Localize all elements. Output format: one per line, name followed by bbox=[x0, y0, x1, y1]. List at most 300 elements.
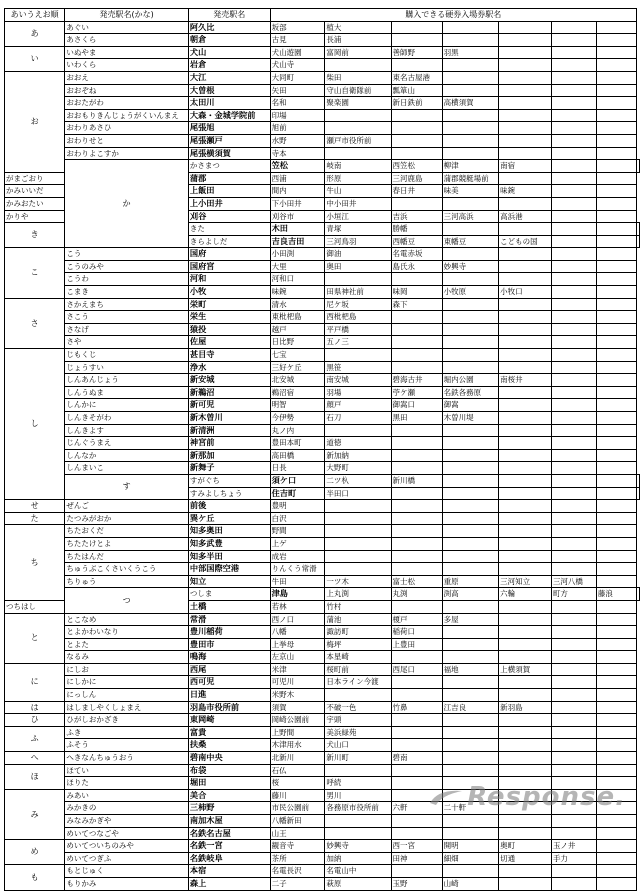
ticket-station-cell: 寺本 bbox=[270, 147, 325, 160]
ticket-station-cell: 三河鳥羽 bbox=[325, 235, 391, 248]
ticket-station-cell bbox=[596, 109, 636, 122]
ticket-station-cell: 牛田 bbox=[270, 575, 325, 588]
table-row bbox=[5, 71, 640, 84]
ticket-station-cell bbox=[499, 651, 552, 664]
station-kana: ちゅうぶこくさいくうこう bbox=[65, 563, 189, 576]
ticket-station-cell: 西笠松 bbox=[391, 160, 442, 173]
ticket-station-cell: 稲荷口 bbox=[391, 626, 442, 639]
ticket-station-cell bbox=[442, 449, 499, 462]
table-row bbox=[5, 474, 640, 487]
station-kana: おおぞね bbox=[65, 84, 189, 97]
ticket-station-cell bbox=[442, 563, 499, 576]
station-kana: こうのみや bbox=[65, 260, 189, 273]
ticket-station-cell bbox=[499, 563, 552, 576]
ticket-station-cell bbox=[551, 374, 596, 387]
ticket-station-cell bbox=[551, 311, 596, 324]
ticket-station-cell bbox=[442, 323, 499, 336]
station-name: 犬山 bbox=[188, 46, 270, 59]
ticket-station-cell bbox=[499, 500, 552, 513]
ticket-station-cell bbox=[596, 412, 636, 425]
ticket-station-cell: 呼続 bbox=[325, 777, 391, 790]
station-kana: しんあんじょう bbox=[65, 374, 189, 387]
ticket-station-cell bbox=[442, 437, 499, 450]
station-kana: ちりゅう bbox=[65, 575, 189, 588]
ticket-station-cell bbox=[596, 638, 636, 651]
ticket-station-cell: 妙興寺 bbox=[325, 840, 391, 853]
ticket-station-cell bbox=[596, 210, 636, 223]
table-row bbox=[5, 273, 640, 286]
ticket-station-cell: 坂部 bbox=[270, 21, 325, 34]
station-kana: ひがしおかざき bbox=[65, 714, 189, 727]
ticket-station-cell: 西幡豆 bbox=[391, 235, 442, 248]
ticket-station-cell: 味岡 bbox=[391, 286, 442, 299]
ticket-station-cell bbox=[596, 361, 636, 374]
ticket-station-cell bbox=[325, 764, 391, 777]
ticket-station-cell: 刈谷市 bbox=[270, 210, 325, 223]
station-kana: ぜんご bbox=[65, 500, 189, 513]
ticket-station-cell: 日比野 bbox=[270, 336, 325, 349]
ticket-station-cell bbox=[596, 752, 636, 765]
ticket-station-cell bbox=[596, 374, 636, 387]
ticket-station-cell: 木津用水 bbox=[270, 739, 325, 752]
ticket-station-cell bbox=[596, 399, 636, 412]
station-kana: おおもりきんじょうがくいんまえ bbox=[65, 109, 189, 122]
ticket-station-cell bbox=[596, 437, 636, 450]
ticket-station-cell bbox=[596, 34, 636, 47]
ticket-station-cell: 六軒 bbox=[391, 802, 442, 815]
ticket-station-cell bbox=[551, 726, 596, 739]
ticket-station-cell: 町方 bbox=[551, 588, 596, 601]
ticket-station-cell: 渕高 bbox=[442, 588, 499, 601]
ticket-station-cell bbox=[499, 197, 552, 210]
ticket-station-cell bbox=[596, 122, 636, 135]
ticket-station-cell: 三河知立 bbox=[499, 575, 552, 588]
ticket-station-cell: 切通 bbox=[499, 852, 552, 865]
ticket-station-cell bbox=[442, 122, 499, 135]
station-kana: へきなんちゅうおう bbox=[65, 752, 189, 765]
ticket-station-cell bbox=[442, 815, 499, 828]
ticket-station-cell bbox=[551, 424, 596, 437]
ticket-station-cell: 堀内公園 bbox=[442, 374, 499, 387]
ticket-station-cell: 左京山 bbox=[270, 651, 325, 664]
ticket-station-cell bbox=[442, 714, 499, 727]
ticket-station-cell bbox=[442, 764, 499, 777]
group-initial: に bbox=[5, 663, 65, 701]
ticket-station-cell: 小田渕 bbox=[270, 248, 325, 261]
ticket-station-cell bbox=[442, 336, 499, 349]
ticket-station-cell bbox=[596, 449, 636, 462]
ticket-station-cell: 御嵩 bbox=[442, 399, 499, 412]
table-row bbox=[5, 689, 640, 702]
ticket-station-cell bbox=[499, 349, 552, 362]
station-kana: しんかに bbox=[65, 399, 189, 412]
ticket-station-cell bbox=[499, 600, 552, 613]
ticket-station-cell bbox=[596, 386, 636, 399]
station-kana: めいてついちのみや bbox=[65, 840, 189, 853]
station-name: 浄水 bbox=[188, 361, 270, 374]
ticket-station-cell: りんくう常滑 bbox=[270, 563, 325, 576]
ticket-station-cell bbox=[325, 349, 391, 362]
group-initial: も bbox=[5, 865, 65, 890]
ticket-station-cell bbox=[499, 752, 552, 765]
ticket-station-cell bbox=[325, 109, 391, 122]
ticket-station-cell bbox=[596, 487, 636, 500]
ticket-station-cell bbox=[596, 349, 636, 362]
station-name: 知立 bbox=[188, 575, 270, 588]
ticket-station-cell bbox=[442, 134, 499, 147]
ticket-station-cell bbox=[551, 185, 596, 198]
ticket-station-cell: 道徳 bbox=[325, 437, 391, 450]
ticket-station-cell: 蒲池 bbox=[325, 613, 391, 626]
ticket-station-cell: 上野間 bbox=[270, 726, 325, 739]
ticket-station-cell: 西尾口 bbox=[391, 663, 442, 676]
ticket-station-cell bbox=[499, 638, 552, 651]
station-name: 上小田井 bbox=[188, 197, 270, 210]
group-initial: と bbox=[5, 613, 65, 663]
ticket-station-cell bbox=[442, 600, 499, 613]
station-name: 布袋 bbox=[188, 764, 270, 777]
station-kana: いわくら bbox=[65, 59, 189, 72]
table-row bbox=[5, 739, 640, 752]
station-kana: みなみかぎや bbox=[65, 815, 189, 828]
ticket-station-cell bbox=[596, 197, 636, 210]
station-kana: つちはし bbox=[5, 600, 65, 613]
ticket-station-cell: 名和 bbox=[270, 97, 325, 110]
ticket-station-cell: 小垣江 bbox=[325, 210, 391, 223]
table-row bbox=[5, 575, 640, 588]
station-kana: ちたたけとよ bbox=[65, 537, 189, 550]
station-kana: おおたがわ bbox=[65, 97, 189, 110]
ticket-station-cell bbox=[325, 500, 391, 513]
station-kana: じんぐうまえ bbox=[65, 437, 189, 450]
ticket-station-cell bbox=[442, 827, 499, 840]
table-row bbox=[5, 563, 640, 576]
ticket-station-cell bbox=[325, 689, 391, 702]
header-ticket-stations: 購入できる硬券入場券駅名 bbox=[270, 9, 636, 22]
station-name: 朝倉 bbox=[188, 34, 270, 47]
ticket-station-cell bbox=[442, 311, 499, 324]
station-kana: おわりよこすか bbox=[65, 147, 189, 160]
table-row bbox=[5, 160, 640, 173]
ticket-station-cell bbox=[499, 412, 552, 425]
station-kana: かみおたい bbox=[5, 197, 65, 210]
ticket-station-cell: 田神 bbox=[391, 852, 442, 865]
ticket-station-cell bbox=[442, 752, 499, 765]
ticket-station-cell: 男川 bbox=[325, 789, 391, 802]
table-row bbox=[5, 286, 640, 299]
ticket-station-cell bbox=[551, 248, 596, 261]
ticket-station-cell bbox=[391, 147, 442, 160]
ticket-station-cell: 印場 bbox=[270, 109, 325, 122]
ticket-station-cell: 六輪 bbox=[499, 588, 552, 601]
ticket-station-cell bbox=[596, 701, 636, 714]
station-kana: ほりた bbox=[65, 777, 189, 790]
station-kana: かみいいだ bbox=[5, 185, 65, 198]
station-kana: きらよしだ bbox=[188, 235, 270, 248]
station-kana: しんなか bbox=[65, 449, 189, 462]
ticket-station-cell: 一ツ木 bbox=[325, 575, 391, 588]
ticket-station-cell: 吉浜 bbox=[391, 210, 442, 223]
ticket-station-cell: 犬山遊園 bbox=[270, 46, 325, 59]
ticket-station-cell bbox=[596, 21, 636, 34]
ticket-station-cell bbox=[499, 474, 552, 487]
station-kana: あさくら bbox=[65, 34, 189, 47]
watermark-text: Response. bbox=[467, 782, 626, 812]
station-kana: しんきそがわ bbox=[65, 412, 189, 425]
ticket-station-cell: 柴田 bbox=[325, 71, 391, 84]
ticket-station-cell bbox=[442, 109, 499, 122]
station-name: 常滑 bbox=[188, 613, 270, 626]
table-row bbox=[5, 714, 640, 727]
group-initial: さ bbox=[5, 298, 65, 348]
header-station: 発売駅名 bbox=[188, 9, 270, 22]
ticket-station-cell bbox=[442, 638, 499, 651]
table-row bbox=[5, 374, 640, 387]
ticket-station-cell: 聚楽園 bbox=[325, 97, 391, 110]
ticket-station-cell: 重原 bbox=[442, 575, 499, 588]
ticket-station-cell: 岡崎公園前 bbox=[270, 714, 325, 727]
ticket-station-cell bbox=[442, 248, 499, 261]
ticket-station-cell bbox=[391, 563, 442, 576]
station-kana: ふそう bbox=[65, 739, 189, 752]
ticket-station-cell bbox=[499, 550, 552, 563]
ticket-station-cell bbox=[551, 386, 596, 399]
ticket-station-cell bbox=[551, 21, 596, 34]
table-row bbox=[5, 752, 640, 765]
ticket-station-cell: 茶所 bbox=[270, 852, 325, 865]
ticket-station-cell: 多屋 bbox=[442, 613, 499, 626]
station-name: 豊川稲荷 bbox=[188, 626, 270, 639]
ticket-station-cell bbox=[596, 663, 636, 676]
table-row bbox=[5, 59, 640, 72]
ticket-station-cell: 石刀 bbox=[325, 412, 391, 425]
station-name: 新鵜沼 bbox=[188, 386, 270, 399]
table-row bbox=[5, 827, 640, 840]
ticket-station-cell bbox=[499, 626, 552, 639]
ticket-station-cell: 黒田 bbox=[391, 412, 442, 425]
table-row bbox=[5, 537, 640, 550]
ticket-station-cell bbox=[596, 311, 636, 324]
station-kana: おわりせと bbox=[65, 134, 189, 147]
ticket-station-cell: 観音寺 bbox=[270, 840, 325, 853]
ticket-station-cell bbox=[442, 21, 499, 34]
ticket-station-cell bbox=[596, 563, 636, 576]
ticket-station-cell bbox=[499, 34, 552, 47]
ticket-station-cell bbox=[499, 865, 552, 878]
ticket-station-cell bbox=[596, 273, 636, 286]
ticket-station-cell: 蒲郡競艇場前 bbox=[442, 172, 499, 185]
ticket-station-cell bbox=[596, 865, 636, 878]
ticket-station-cell: 上豊田 bbox=[391, 638, 442, 651]
ticket-station-cell: 可児川 bbox=[270, 676, 325, 689]
ticket-station-cell: 桜 bbox=[270, 777, 325, 790]
ticket-station-cell bbox=[596, 46, 636, 59]
station-kana: しんまいこ bbox=[65, 462, 189, 475]
station-name: 国府宮 bbox=[188, 260, 270, 273]
ticket-station-cell bbox=[551, 97, 596, 110]
ticket-station-cell bbox=[325, 512, 391, 525]
ticket-station-cell bbox=[596, 815, 636, 828]
ticket-station-cell: 顔戸 bbox=[325, 399, 391, 412]
station-name: 土橋 bbox=[188, 600, 270, 613]
ticket-station-cell bbox=[551, 701, 596, 714]
ticket-station-cell bbox=[551, 59, 596, 72]
table-row bbox=[5, 361, 640, 374]
group-initial: せ bbox=[5, 500, 65, 513]
station-name: 東岡崎 bbox=[188, 714, 270, 727]
station-name: 美合 bbox=[188, 789, 270, 802]
ticket-station-cell bbox=[551, 437, 596, 450]
table-row bbox=[5, 726, 640, 739]
ticket-station-cell bbox=[551, 449, 596, 462]
station-kana: きた bbox=[188, 223, 270, 236]
ticket-station-cell bbox=[596, 525, 636, 538]
station-kana: じょうすい bbox=[65, 361, 189, 374]
table-row bbox=[5, 512, 640, 525]
ticket-station-cell bbox=[442, 59, 499, 72]
ticket-station-cell bbox=[391, 764, 442, 777]
ticket-station-cell bbox=[442, 197, 499, 210]
table-row bbox=[5, 500, 640, 513]
station-name: 知多奥田 bbox=[188, 525, 270, 538]
ticket-station-cell: 竹村 bbox=[325, 600, 391, 613]
ticket-station-cell bbox=[499, 336, 552, 349]
ticket-station-cell bbox=[596, 223, 636, 236]
ticket-station-cell: 勝幡 bbox=[391, 223, 442, 236]
station-name: 鳴海 bbox=[188, 651, 270, 664]
group-initial: ほ bbox=[5, 764, 65, 789]
ticket-station-cell bbox=[499, 437, 552, 450]
ticket-station-cell: 尼ケ坂 bbox=[325, 298, 391, 311]
ticket-station-cell bbox=[596, 286, 636, 299]
ticket-station-cell: 植大 bbox=[325, 21, 391, 34]
ticket-station-cell bbox=[551, 34, 596, 47]
ticket-station-cell bbox=[442, 34, 499, 47]
ticket-station-cell: 五ノ三 bbox=[325, 336, 391, 349]
ticket-station-cell bbox=[637, 160, 640, 173]
ticket-station-cell bbox=[442, 223, 499, 236]
ticket-station-cell bbox=[551, 273, 596, 286]
ticket-station-cell: 各務原市役所前 bbox=[325, 802, 391, 815]
ticket-station-cell: 二十軒 bbox=[442, 802, 499, 815]
ticket-station-cell bbox=[442, 298, 499, 311]
ticket-station-cell bbox=[391, 537, 442, 550]
station-name: 甚目寺 bbox=[188, 349, 270, 362]
station-name: 河和 bbox=[188, 273, 270, 286]
ticket-station-cell bbox=[596, 71, 636, 84]
station-kana: すみよしちょう bbox=[188, 487, 270, 500]
ticket-station-cell: 明智 bbox=[270, 399, 325, 412]
ticket-station-cell bbox=[551, 134, 596, 147]
ticket-station-cell: 富岡前 bbox=[325, 46, 391, 59]
ticket-station-cell bbox=[442, 462, 499, 475]
table-row bbox=[5, 34, 640, 47]
ticket-station-cell bbox=[596, 575, 636, 588]
station-kana: にしお bbox=[65, 663, 189, 676]
station-name: 新舞子 bbox=[188, 462, 270, 475]
ticket-station-cell: 新川橋 bbox=[391, 474, 442, 487]
ticket-station-cell: 北新川 bbox=[270, 752, 325, 765]
ticket-station-cell: 七宝 bbox=[270, 349, 325, 362]
ticket-station-cell bbox=[551, 235, 596, 248]
ticket-station-cell bbox=[442, 349, 499, 362]
ticket-station-cell: 味鋺 bbox=[499, 185, 552, 198]
ticket-station-cell: 開明 bbox=[442, 840, 499, 853]
ticket-station-cell bbox=[499, 134, 552, 147]
ticket-station-cell: 名電赤坂 bbox=[391, 248, 442, 261]
station-name: 尾張横須賀 bbox=[188, 147, 270, 160]
station-name: 巽ケ丘 bbox=[188, 512, 270, 525]
ticket-station-cell: 青塚 bbox=[325, 223, 391, 236]
ticket-station-cell: 須賀 bbox=[270, 701, 325, 714]
ticket-station-cell bbox=[442, 739, 499, 752]
station-kana: ふき bbox=[65, 726, 189, 739]
station-name: 大森・金城学院前 bbox=[188, 109, 270, 122]
ticket-station-cell bbox=[551, 349, 596, 362]
ticket-station-cell: 玉ノ井 bbox=[551, 840, 596, 853]
ticket-station-cell bbox=[499, 827, 552, 840]
station-name: 名鉄岐阜 bbox=[188, 852, 270, 865]
ticket-station-cell: 上ゲ bbox=[270, 537, 325, 550]
station-name: 知多半田 bbox=[188, 550, 270, 563]
ticket-station-cell bbox=[596, 323, 636, 336]
ticket-station-cell bbox=[551, 210, 596, 223]
ticket-station-cell: 瀬戸市役所前 bbox=[325, 134, 391, 147]
ticket-station-cell bbox=[499, 109, 552, 122]
ticket-station-cell bbox=[637, 588, 640, 601]
station-name: 猿投 bbox=[188, 323, 270, 336]
ticket-station-cell bbox=[442, 689, 499, 702]
ticket-station-cell bbox=[499, 172, 552, 185]
ticket-station-cell: 味鋺 bbox=[270, 286, 325, 299]
table-row bbox=[5, 147, 640, 160]
ticket-station-cell: 木曽川堤 bbox=[442, 412, 499, 425]
ticket-station-cell bbox=[499, 59, 552, 72]
ticket-station-cell bbox=[499, 726, 552, 739]
ticket-station-cell bbox=[499, 311, 552, 324]
ticket-station-cell bbox=[499, 260, 552, 273]
ticket-station-cell: 水野 bbox=[270, 134, 325, 147]
ticket-station-cell bbox=[551, 877, 596, 890]
ticket-station-cell bbox=[391, 197, 442, 210]
ticket-station-cell bbox=[391, 512, 442, 525]
ticket-sales-table-sheet bbox=[4, 8, 640, 891]
ticket-station-cell bbox=[551, 487, 596, 500]
ticket-station-cell: 白沢 bbox=[270, 512, 325, 525]
ticket-station-cell: 南安城 bbox=[325, 374, 391, 387]
station-name: 栄町 bbox=[188, 298, 270, 311]
station-name: 刈谷 bbox=[188, 210, 270, 223]
ticket-station-cell: 三好ケ丘 bbox=[270, 361, 325, 374]
station-kana: つしま bbox=[188, 588, 270, 601]
ticket-station-cell bbox=[596, 474, 636, 487]
ticket-station-cell bbox=[551, 638, 596, 651]
ticket-station-cell bbox=[551, 550, 596, 563]
table-row bbox=[5, 626, 640, 639]
ticket-station-cell bbox=[391, 676, 442, 689]
ticket-station-cell bbox=[596, 97, 636, 110]
ticket-station-cell bbox=[391, 349, 442, 362]
station-kana: にっしん bbox=[65, 689, 189, 702]
ticket-station-cell bbox=[551, 71, 596, 84]
ticket-station-cell bbox=[596, 726, 636, 739]
ticket-station-cell: 森下 bbox=[391, 298, 442, 311]
ticket-station-cell: 新加納 bbox=[325, 449, 391, 462]
ticket-station-cell: 高田橋 bbox=[270, 449, 325, 462]
ticket-station-cell bbox=[551, 172, 596, 185]
station-name: 新清洲 bbox=[188, 424, 270, 437]
station-kana: おわりあさひ bbox=[65, 122, 189, 135]
